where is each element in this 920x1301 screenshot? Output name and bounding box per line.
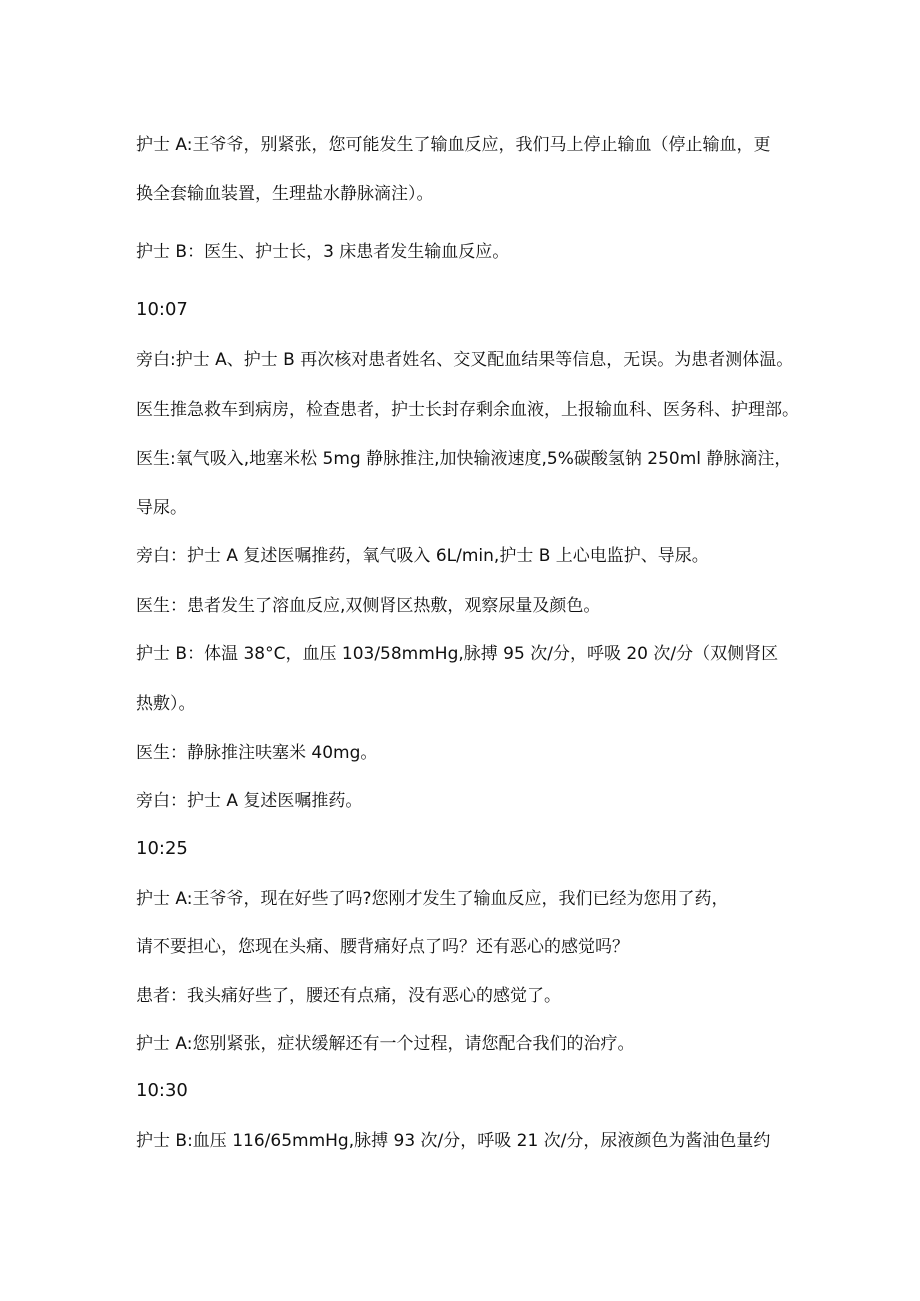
text-line: 导尿。: [136, 498, 187, 518]
text-line: 患者：我头痛好些了，腰还有点痛，没有恶心的感觉了。: [136, 986, 561, 1006]
timestamp: 10:07: [136, 299, 188, 320]
text-line: 医生：静脉推注呋塞米 40mg。: [136, 743, 378, 763]
text-line: 旁白:护士 A、护士 B 再次核对患者姓名、交叉配血结果等信息，无误。为患者测体温。: [136, 350, 794, 370]
text-line: 医生推急救车到病房，检查患者，护士长封存剩余血液，上报输血科、医务科、护理部。: [136, 400, 799, 420]
text-line: 换全套输血装置，生理盐水静脉滴注）。: [136, 184, 434, 204]
text-line: 医生：患者发生了溶血反应,双侧肾区热敷，观察尿量及颜色。: [136, 596, 601, 616]
text-line: 护士 B：医生、护士长，3 床患者发生输血反应。: [136, 242, 510, 262]
text-line: 护士 B:血压 116/65mmHg,脉搏 93 次/分，呼吸 21 次/分，尿液颜色为酱油色量约: [136, 1131, 771, 1151]
text-line: 护士 B：体温 38°C，血压 103/58mmHg,脉搏 95 次/分，呼吸 20 次/分（双侧肾区: [136, 644, 779, 664]
text-line: 旁白：护士 A 复述医嘱推药，氧气吸入 6L/min,护士 B 上心电监护、导尿。: [136, 546, 709, 566]
timestamp: 10:30: [136, 1080, 188, 1101]
text-line: 医生:氧气吸入,地塞米松 5mg 静脉推注,加快输液速度,5%碳酸氢钠 250ml 静脉滴注，: [136, 449, 792, 469]
text-line: 护士 A:王爷爷，现在好些了吗?您刚才发生了输血反应，我们已经为您用了药，: [136, 889, 729, 909]
text-line: 护士 A:王爷爷，别紧张，您可能发生了输血反应，我们马上停止输血（停止输血，更: [136, 135, 771, 155]
text-line: 旁白：护士 A 复述医嘱推药。: [136, 791, 363, 811]
text-line: 护士 A:您别紧张，症状缓解还有一个过程，请您配合我们的治疗。: [136, 1034, 635, 1054]
text-line: 热敷）。: [136, 694, 196, 714]
timestamp: 10:25: [136, 838, 188, 859]
text-line: 请不要担心，您现在头痛、腰背痛好点了吗？还有恶心的感觉吗？: [136, 937, 629, 957]
